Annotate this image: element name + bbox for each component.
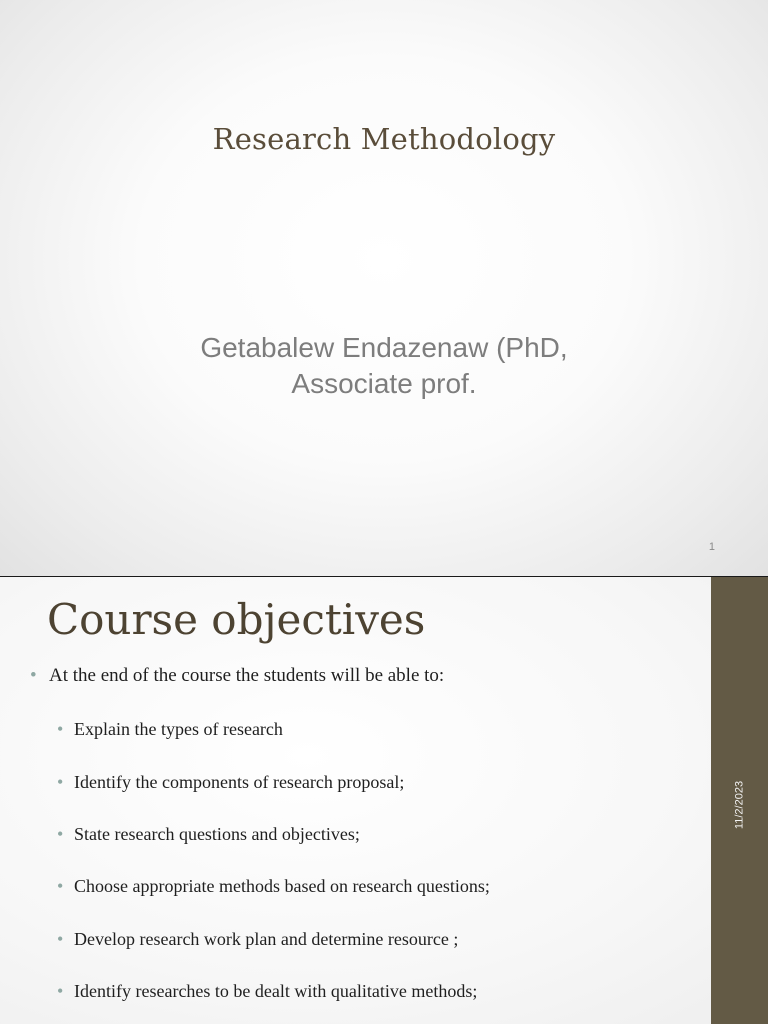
- list-item-text: At the end of the course the students will be able to:: [49, 665, 445, 686]
- slide-date: 11/2/2023: [733, 780, 746, 830]
- slide-heading: Course objectives: [47, 595, 426, 644]
- list-item-intro: [30, 665, 445, 687]
- slide-course-objectives: [0, 577, 768, 1024]
- list-item: [57, 772, 405, 793]
- list-item-text: Choose appropriate methods based on research questions;: [74, 876, 490, 896]
- bullet-icon: •: [57, 824, 64, 844]
- author-line-2: Associate prof.: [291, 368, 477, 399]
- list-item: [57, 876, 490, 897]
- bullet-icon: •: [57, 772, 64, 792]
- presentation-title: Research Methodology: [212, 122, 556, 156]
- list-item-text: State research questions and objectives;: [74, 824, 360, 844]
- list-item: [57, 824, 360, 845]
- list-item: [57, 719, 283, 740]
- bullet-icon: •: [57, 719, 64, 739]
- bullet-icon: •: [57, 981, 64, 1001]
- author-line-1: Getabalew Endazenaw (PhD,: [200, 332, 568, 363]
- list-item-text: Explain the types of research: [74, 719, 283, 739]
- slide-number: 1: [708, 541, 715, 553]
- list-item: [57, 981, 478, 1002]
- list-item-text: Develop research work plan and determine resource ;: [74, 929, 459, 949]
- bullet-icon: •: [30, 665, 37, 686]
- bullet-icon: •: [57, 929, 64, 949]
- list-item-text: Identify the components of research proposal;: [74, 772, 405, 792]
- list-item: [57, 929, 459, 950]
- list-item-text: Identify researches to be dealt with qualitative methods;: [74, 981, 478, 1001]
- bullet-icon: •: [57, 876, 64, 896]
- author-block: [0, 330, 768, 402]
